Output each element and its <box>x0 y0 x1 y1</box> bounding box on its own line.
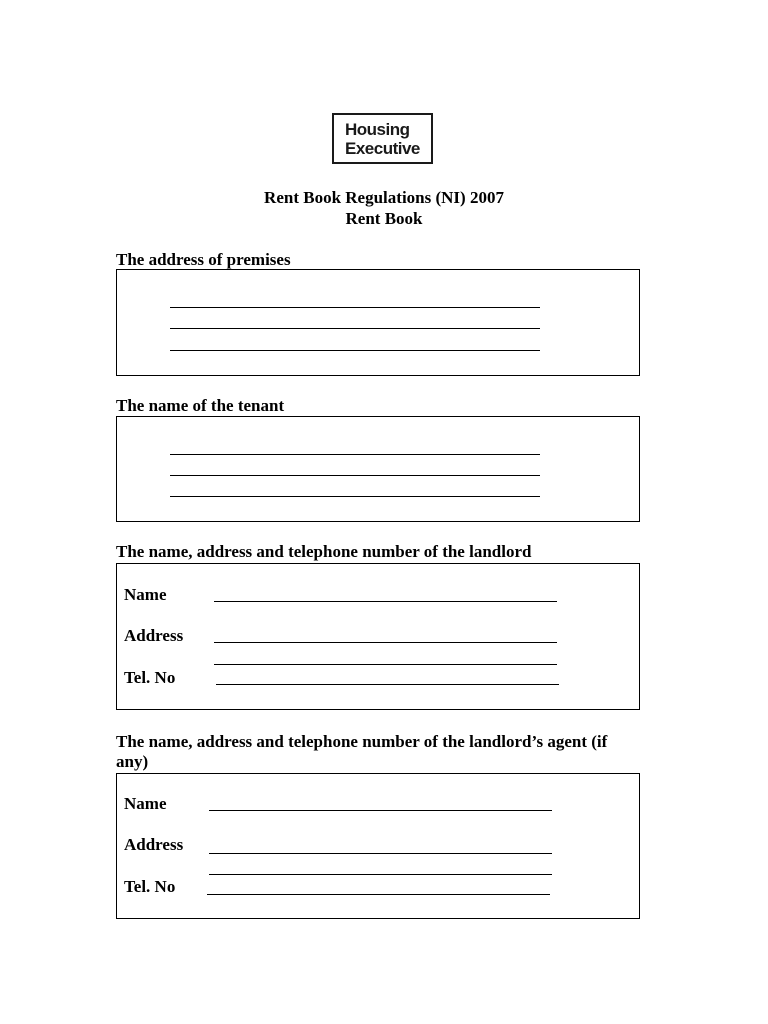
tenant-line-3[interactable] <box>170 496 540 497</box>
agent-address-line-2[interactable] <box>209 874 552 875</box>
logo-line-1: Housing <box>345 120 410 139</box>
premises-line-3[interactable] <box>170 350 540 351</box>
landlord-box <box>116 563 640 710</box>
tenant-line-1[interactable] <box>170 454 540 455</box>
premises-line-1[interactable] <box>170 307 540 308</box>
tenant-line-2[interactable] <box>170 475 540 476</box>
agent-tel-label: Tel. No <box>124 877 176 896</box>
landlord-name-label: Name <box>124 585 167 604</box>
premises-line-2[interactable] <box>170 328 540 329</box>
agent-box <box>116 773 640 919</box>
landlord-tel-line[interactable] <box>216 684 559 685</box>
landlord-tel-label: Tel. No <box>124 668 176 687</box>
premises-box <box>116 269 640 376</box>
landlord-address-line-2[interactable] <box>214 664 557 665</box>
agent-heading-continued: any) <box>116 752 149 771</box>
agent-address-line-1[interactable] <box>209 853 552 854</box>
landlord-address-label: Address <box>124 626 184 645</box>
agent-tel-line[interactable] <box>207 894 550 895</box>
landlord-name-line[interactable] <box>214 601 557 602</box>
landlord-address-line-1[interactable] <box>214 642 557 643</box>
agent-heading: The name, address and telephone number of the landlord’s agent (if <box>116 732 608 751</box>
agent-name-line[interactable] <box>209 810 552 811</box>
premises-heading: The address of premises <box>116 250 291 269</box>
tenant-box <box>116 416 640 522</box>
landlord-heading: The name, address and telephone number of the landlord <box>116 542 532 561</box>
tenant-heading: The name of the tenant <box>116 396 285 415</box>
agent-name-label: Name <box>124 794 167 813</box>
agent-address-label: Address <box>124 835 184 854</box>
document-title: Rent Book Regulations (NI) 2007 <box>264 188 504 207</box>
document-subtitle: Rent Book <box>345 209 423 228</box>
logo-line-2: Executive <box>345 139 420 158</box>
housing-executive-logo <box>332 113 433 164</box>
